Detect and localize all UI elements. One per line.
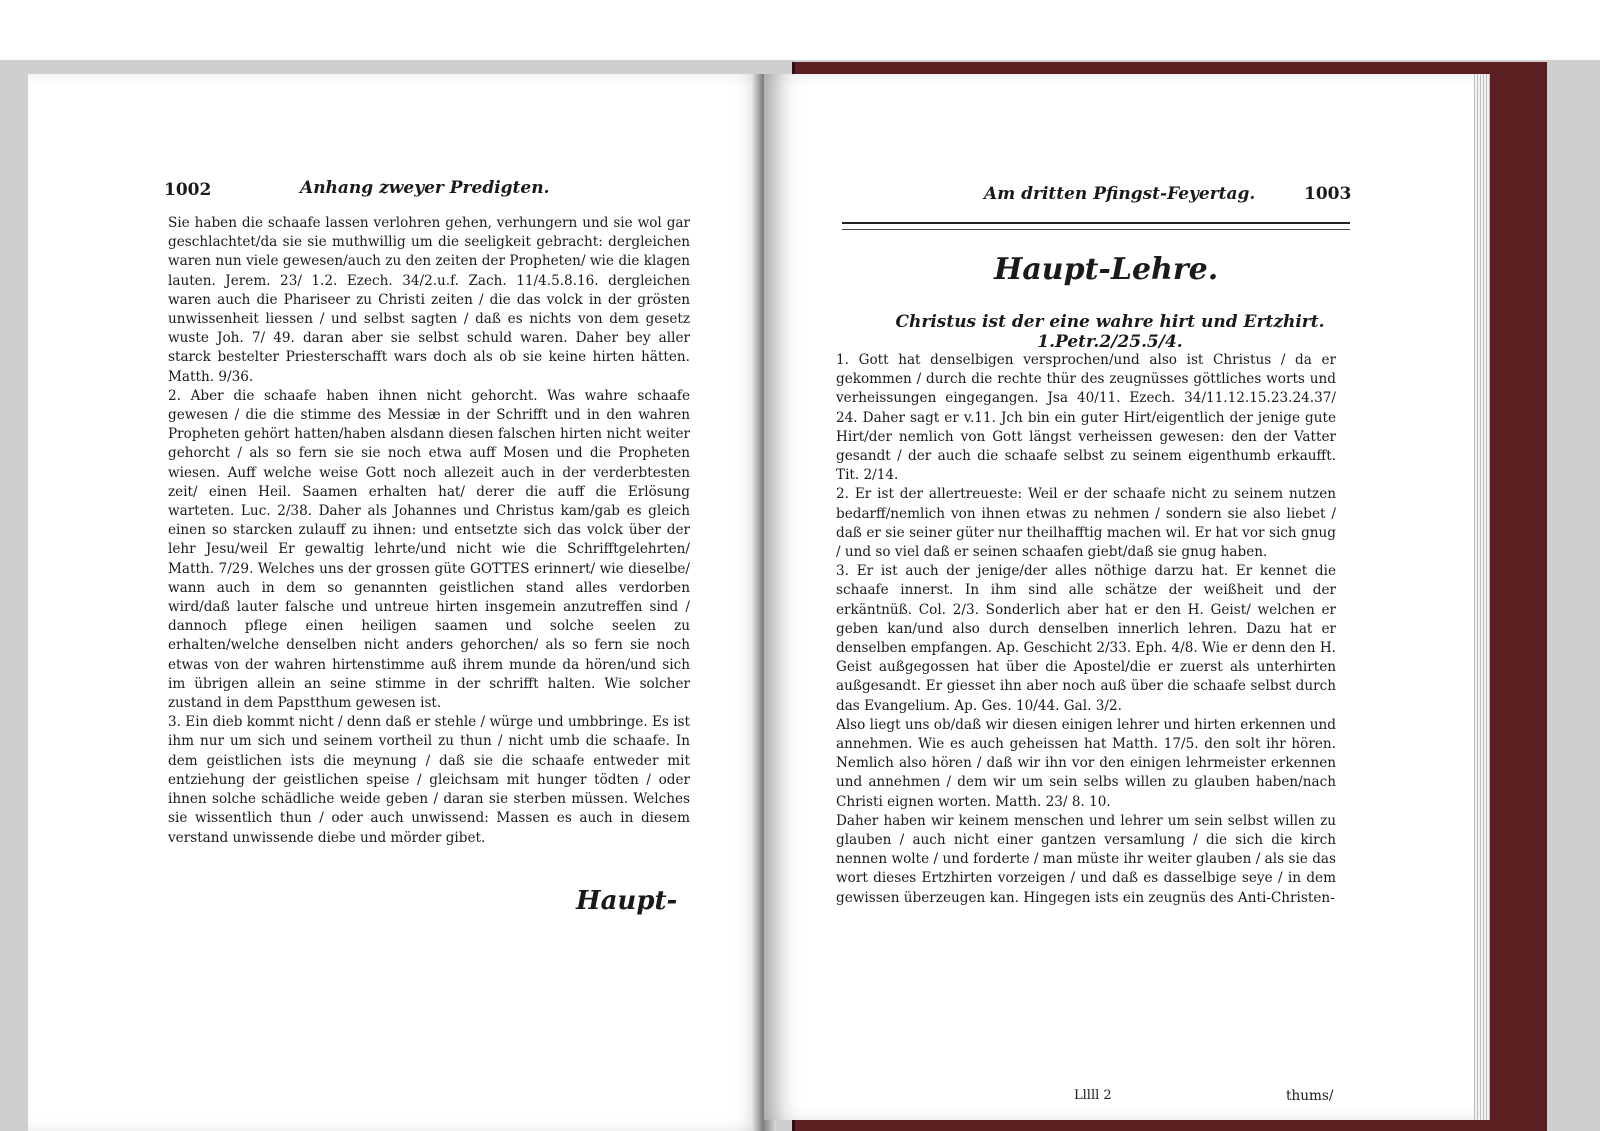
left-page xyxy=(28,74,772,1131)
left-body-text xyxy=(168,214,690,848)
left-paragraph-1: Sie haben die schaafe lassen verlohren gehen, verhungern und sie wol gar geschlachtet/da sie sie muthwillig um die seeligkeit gebracht: dergleichen waren nun viele gewesen/auch zu den zeiten der Propheten/ wie die klagen lauten. Jerem. 23/ 1.2. Ezech. 34/2.u.f. Zach. 11/4.5.8.16. dergleichen waren auch die Phariseer zu Christi zeiten / die das volck in der grösten unwissenheit liessen / und selbst sagten / daß es nichts von dem gesetz wuste Joh. 7/ 49. daran aber sie selbst schuld waren. Daher bey aller starck bestelter Priesterschafft wars doch als ob sie keine hirten hätten. Matth. 9/36. xyxy=(168,215,690,385)
signature-mark: Lllll 2 xyxy=(1074,1088,1112,1103)
right-paragraph-2: 2. Er ist der allertreueste: Weil er der schaafe nicht zu seinem nutzen bedarff/nemlich von ihnen etwas zu nehmen / sondern sie also liebet / daß er sie seiner güter nur theilhafftig machen wil. Er hat vor sich gnug / und so viel daß er seinen schaafen giebt/daß sie gnug haben. xyxy=(836,486,1336,561)
page-number-right: 1003 xyxy=(1304,184,1352,204)
header-rule xyxy=(842,222,1350,230)
right-body-text xyxy=(836,351,1336,908)
left-paragraph-2: 2. Aber die schaafe haben ihnen nicht gehorcht. Was wahre schaafe gewesen / die die stimme des Messiæ in der Schrifft und in den wahren Propheten gehört hatten/haben alsdann diesen falschen hirten nicht weiter gehorcht / als so fern sie sie noch etwa auff Mosen und die Propheten wiesen. Auff welche weise Gott noch allezeit auch in der verderbtesten zeit/ einen Heil. Saamen erhalten hat/ derer die auff die Erlösung warteten. Luc. 2/38. Daher als Johannes und Christus kam/gab es gleich einen so starcken zulauff zu ihnen: und entsetzte sich das volck über der lehr Jesu/weil Er gewaltig lehrte/und nicht wie die Schrifftgelehrten/ Matth. 7/29. Welches uns der grossen güte GOTTES erinnert/ wie dieselbe/ wann auch in dem so genannten geistlichen stand alles verdorben wird/daß lauter falsche und untreue hirten insgemein anzutreffen sind / dannoch pflege einen heiligen saamen und solche seelen zu erhalten/welche denselben nicht anders gehorchen/ als so fern sie noch etwas von der wahren hirtenstimme auß ihrem munde da hören/und sich im übrigen allein an seine stimme in der schrifft halten. Wie solcher zustand in dem Papstthum gewesen ist. xyxy=(168,387,690,712)
running-head-right: Am dritten Pfingst-Feyertag. xyxy=(984,184,1256,204)
catchword-right: thums/ xyxy=(1286,1088,1334,1104)
running-head-left: Anhang zweyer Predigten. xyxy=(300,178,550,198)
right-paragraph-3: 3. Er ist auch der jenige/der alles nöthige darzu hat. Er kennet die schaafe innerst. In ihm sind alle schätze der weißheit und der erkäntnüß. Col. 2/3. Sonderlich aber hat er den H. Geist/ welchen er geben kan/und also durch denselben innerlich lehren. Dazu hat er denselben empfangen. Ap. Geschicht 2/33. Eph. 4/8. Wie er denn den H. Geist außgegossen hat über die Apostel/die er zuerst als unterhirten außgesandt. Er giesset ihn aber noch auß über die schaafe selbst durch das Evangelium. Ap. Ges. 10/44. Gal. 3/2. xyxy=(836,563,1336,714)
right-paragraph-5: Daher haben wir keinem menschen und lehrer um sein selbst willen zu glauben / auch nicht einer gantzen versamlung / die sich die kirch nennen wolte / und forderte / man müste ihr weiter glauben / als sie das wort dieses Ertzhirten vorzeigen / und daß es dasselbige seye / in dem gewissen überzeugen kan. Hingegen ists ein zeugnüs des Anti-Christen- xyxy=(836,812,1336,906)
catchword-left: Haupt- xyxy=(576,886,678,916)
section-subheading: Christus ist der eine wahre hirt und Ertzhirt. 1.Petr.2/25.5/4. xyxy=(895,312,1325,352)
right-page xyxy=(764,74,1474,1120)
section-heading: Haupt-Lehre. xyxy=(994,252,1219,287)
right-paragraph-1: 1. Gott hat denselbigen versprochen/und also ist Christus / da er gekommen / durch die rechte thür des zeugnüsses göttliches worts und verheissungen eingegangen. Jsa 40/11. Ezech. 34/11.12.15.23.24.37/ 24. Daher sagt er v.11. Jch bin ein guter Hirt/eigentlich der jenige gute Hirt/der nemlich von Gott längst verheissen gewesen: den der Vatter gesandt / der auch die schaafe selbst zu seinem eigenthumb erkaufft. Tit. 2/14. xyxy=(836,352,1336,484)
page-number-left: 1002 xyxy=(164,180,212,200)
right-paragraph-4: Also liegt uns ob/daß wir diesen einigen lehrer und hirten erkennen und annehmen. Wie es auch geheissen hat Matth. 17/5. den solt ihr hören. Nemlich also hören / daß wir ihn vor den einigen lehrmeister erkennen und annehmen / dem wir um sein selbs willen zu glauben haben/nach Christi eignen worten. Matth. 23/ 8. 10. xyxy=(836,716,1336,810)
left-paragraph-3: 3. Ein dieb kommt nicht / denn daß er stehle / würge und umbbringe. Es ist ihm nur um sich und seinem vortheil zu thun / nicht umb die schaafe. In dem geistlichen ists die meynung / daß sie die schaafe entweder mit entziehung der geistlichen speise / gleichsam mit hunger tödten / oder ihnen solche schädliche weide geben / daran sie sterben müssen. Welches sie wissentlich thun / oder auch unwissend: Massen es auch in diesem verstand unwissende diebe und mörder gibet. xyxy=(168,714,690,846)
